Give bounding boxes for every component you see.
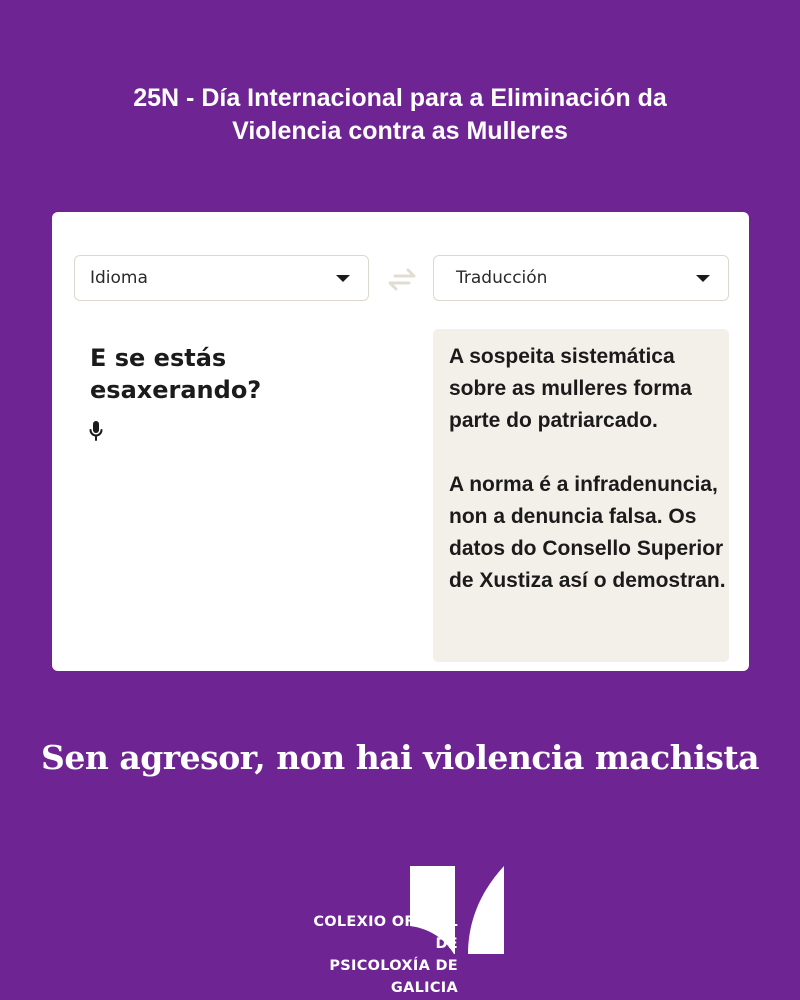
source-text[interactable]: E se estás esaxerando? — [90, 344, 262, 404]
logo-text — [290, 911, 458, 999]
translation-paragraph-1: A sospeita sistemática sobre as mulleres forma parte do patriarcado. — [449, 345, 692, 432]
caret-down-icon — [696, 275, 710, 282]
logo-line-2: PSICOLOXÍA DE GALICIA — [329, 958, 458, 996]
caret-down-icon — [336, 275, 350, 282]
source-language-dropdown[interactable] — [74, 255, 369, 301]
swap-arrows-icon[interactable] — [385, 267, 419, 291]
title-line-1: 25N - Día Internacional para a Eliminación da — [133, 84, 667, 112]
translator-card — [52, 212, 749, 671]
target-language-label: Traducción — [456, 268, 548, 288]
target-language-dropdown[interactable] — [433, 255, 729, 301]
translation-text — [449, 341, 729, 597]
page-title — [0, 82, 800, 148]
slogan: Sen agresor, non hai violencia machista — [41, 738, 759, 777]
source-language-label: Idioma — [90, 268, 148, 288]
title-line-2: Violencia contra as Mulleres — [232, 117, 568, 145]
microphone-icon[interactable] — [88, 420, 104, 444]
logo-line-1: COLEXIO OFICIAL DE — [313, 914, 458, 952]
translation-output-panel — [433, 329, 729, 662]
translation-paragraph-2: A norma é a infradenuncia, non a denuncia falsa. Os datos do Consello Superior de Xustiza así o demostran. — [449, 473, 726, 592]
